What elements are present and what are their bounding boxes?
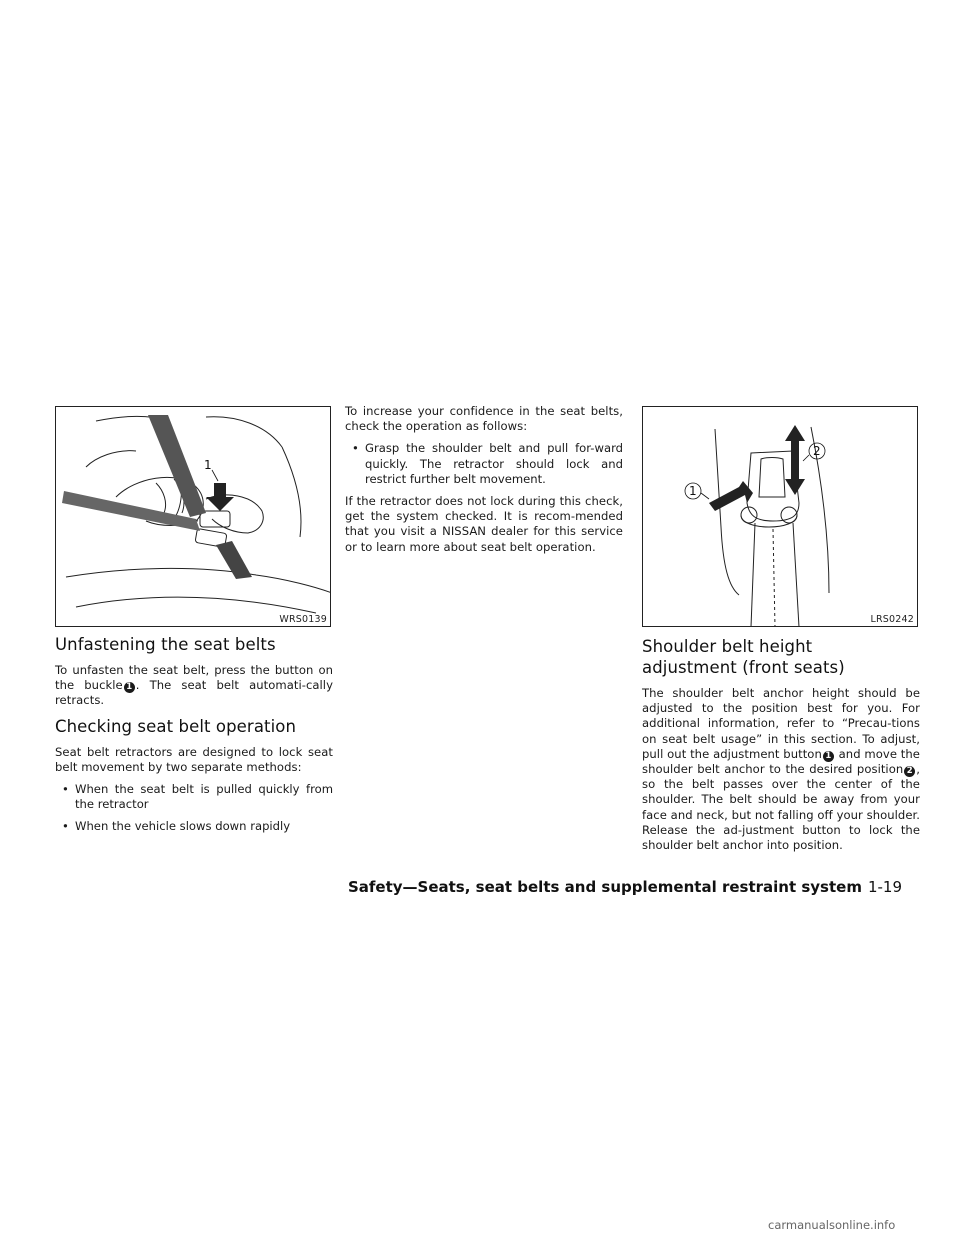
text-segment: To unfasten the seat belt, press the button on the buckle [55, 663, 333, 693]
text-segment: , so the belt passes over the center of the shoulder. The belt should be away from your face and neck, but not falling off your shoulder. Release the ad-justment button to lock the shoulder belt anchor into position. [642, 762, 920, 853]
paragraph-shoulder-adjust [642, 686, 920, 853]
list-confidence-check [345, 441, 623, 487]
list-item [55, 819, 333, 834]
text-segment: and move the shoulder belt anchor to the desired position [642, 746, 920, 777]
bullet-icon: • [352, 441, 359, 456]
watermark: carmanualsonline.info [768, 1218, 896, 1232]
text-segment: The shoulder belt anchor height should be adjusted to the position best for you. For additional information, refer to “Precau-tions on seat belt usage” in this section. To adjust, pull out the adjustment button [642, 686, 920, 761]
list-item [345, 441, 623, 487]
list-item-text: Grasp the shoulder belt and pull for-ward quickly. The retractor should lock and restrict further belt movement. [365, 441, 623, 486]
callout-1: 1 [689, 484, 697, 498]
page-footer [348, 878, 902, 896]
figure-unfasten-belt [55, 406, 331, 627]
paragraph-confidence-followup: If the retractor does not lock during this check, get the system checked. It is recom-mended that you visit a NISSAN dealer for this service or to learn more about seat belt operation. [345, 494, 623, 554]
ref-callout-1: 1 [823, 751, 834, 762]
callout-2: 2 [813, 444, 821, 458]
shoulder-anchor-illustration [643, 407, 918, 627]
seat-belt-buckle-illustration [56, 407, 331, 627]
callout-1: 1 [204, 458, 212, 472]
list-check-methods [55, 782, 333, 835]
bullet-icon: • [62, 782, 69, 797]
figure-code: WRS0139 [279, 614, 327, 625]
heading-shoulder-adjust: Shoulder belt height adjustment (front seats) [642, 637, 845, 677]
bullet-icon: • [62, 819, 69, 834]
ref-callout-2: 2 [904, 766, 915, 777]
text-segment: . The seat belt automati-cally retracts. [55, 678, 333, 708]
paragraph-confidence-intro: To increase your confidence in the seat belts, check the operation as follows: [345, 404, 623, 434]
heading-checking: Checking seat belt operation [55, 716, 297, 736]
list-item-text: When the vehicle slows down rapidly [75, 819, 291, 834]
ref-callout-1: 1 [124, 682, 135, 693]
page-number: 1-19 [867, 878, 902, 896]
footer-section-title: Safety—Seats, seat belts and supplemental restraint system [347, 878, 862, 896]
heading-unfastening: Unfastening the seat belts [55, 635, 276, 654]
figure-shoulder-anchor [642, 406, 918, 627]
figure-code: LRS0242 [870, 614, 914, 625]
list-item-text: When the seat belt is pulled quickly from the retractor [75, 782, 333, 812]
column-right [642, 406, 920, 860]
list-item [55, 782, 333, 812]
column-left [55, 406, 333, 842]
paragraph-unfastening [55, 663, 333, 709]
paragraph-checking-intro: Seat belt retractors are designed to lock seat belt movement by two separate methods: [55, 744, 333, 774]
column-middle [345, 404, 623, 562]
